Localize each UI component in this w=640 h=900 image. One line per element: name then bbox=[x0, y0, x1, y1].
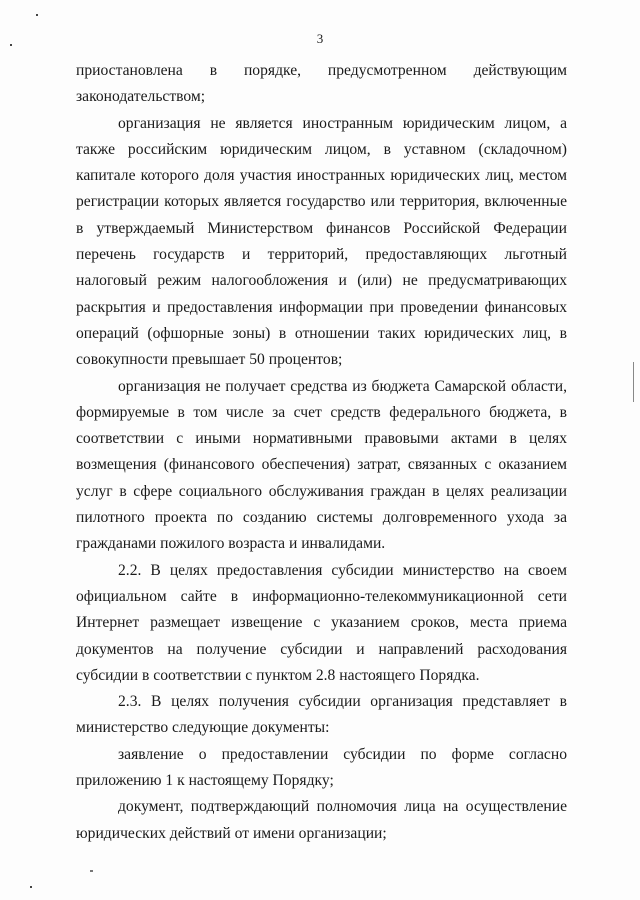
document-body bbox=[76, 58, 567, 847]
scan-speck bbox=[10, 44, 12, 46]
paragraph-2-3: 2.3. В целях получения субсидии организация представляет в министерство следующие документы: bbox=[76, 693, 567, 737]
scan-speck bbox=[30, 886, 32, 888]
scan-line bbox=[633, 362, 634, 402]
scan-speck bbox=[36, 14, 38, 16]
paragraph-budget-condition: организация не получает средства из бюджета Самарской области, формируемые в том числе за счет средств федерального бюджета, в соответствии с иными нормативными правовыми актами в целях возмещения (финансового обеспечения) затрат, связанных с оказанием услуг в сфере социального обслуживания граждан в целях реализации пилотного проекта по созданию системы долговременного ухода за гражданами пожилого возраста и инвалидами. bbox=[76, 377, 567, 553]
paragraph-application: заявление о предоставлении субсидии по форме согласно приложению 1 к настоящему Порядку; bbox=[76, 745, 567, 790]
paragraph-2-2: 2.2. В целях предоставления субсидии министерство на своем официальном сайте в информационно-телекоммуникационной сети Интернет размещает извещение с указанием сроков, места приема документов на получение субсидии и направлений расходования субсидии в соответствии с пунктом 2.8 настоящего Порядка. bbox=[76, 561, 567, 684]
page-number: 3 bbox=[316, 31, 324, 46]
paragraph-authority-document: документ, подтверждающий полномочия лица на осуществление юридических действий от имени организации; bbox=[76, 798, 567, 842]
paragraph-continuation: приостановлена в порядке, предусмотренном действующим законодательством; bbox=[76, 62, 567, 106]
paragraph-offshore-condition: организация не является иностранным юридическим лицом, а также российским юридическим лицом, в уставном (складочном) капитале которого доля участия иностранных юридических лиц, местом регистрации которых является государство или территория, включенные в утверждаемый Министерством финансов Российской Федерации перечень государств и территорий, предоставляющих льготный налоговый режим налогообложения и (или) не предусматривающих раскрытия и предоставления информации при проведении финансовых операций (офшорные зоны) в отношении таких юридических лиц, в совокупности превышает 50 процентов; bbox=[76, 114, 567, 369]
scan-speck bbox=[90, 870, 93, 872]
